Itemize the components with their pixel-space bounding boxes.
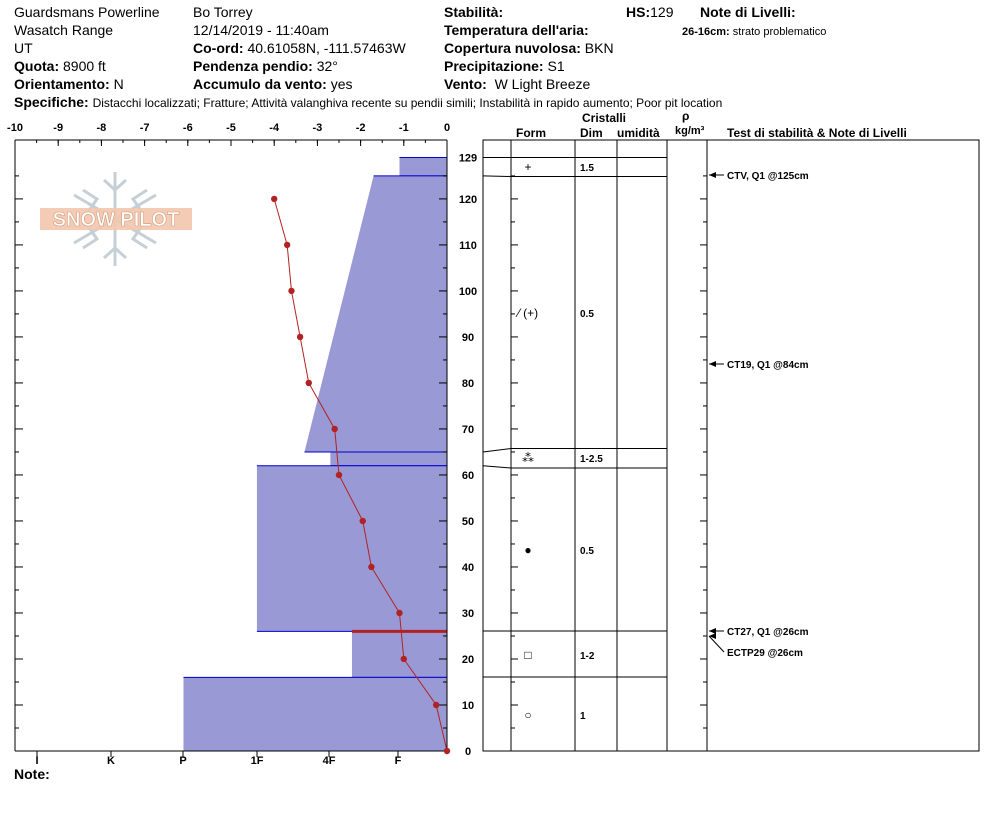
specifics-value: Distacchi localizzati; Fratture; Attività valanghiva recente su pendii simili; Instabilità in rapido aumento; Poor pit location [92, 96, 723, 110]
hardness-bar-3 [257, 466, 447, 632]
height-tick-label-9: 40 [461, 561, 475, 574]
temperature-point-0 [271, 196, 277, 202]
elevation-value: 8900 ft [63, 58, 106, 74]
height-tick-label-3: 100 [458, 285, 478, 298]
air-temp-label: Temperatura dell'aria: [444, 22, 589, 38]
hardness-bar-1 [304, 176, 447, 452]
hs-label: HS: [626, 4, 651, 20]
test-label-0: CTV, Q1 @125cm [727, 171, 809, 182]
temperature-point-9 [396, 610, 402, 616]
aspect-label: Orientamento: [14, 76, 110, 92]
temperature-point-10 [401, 656, 407, 662]
hardness-bars [183, 158, 447, 752]
test-arrow-icon-3 [709, 633, 716, 639]
temp-tick-label-5: -5 [226, 122, 236, 134]
hardness-bar-4 [352, 631, 447, 677]
temp-tick-label-0: -10 [7, 122, 23, 134]
test-arrow-icon-0 [709, 172, 716, 178]
test-arrow-line-3 [709, 636, 724, 652]
crystals-header: Cristalli [582, 111, 627, 125]
state-name: UT [14, 40, 33, 56]
hardness-tick-label-4: 4F [322, 755, 336, 767]
density-symbol: ρ [682, 109, 690, 123]
hardness-tick-label-3: 1F [250, 755, 264, 767]
temp-tick-label-2: -8 [96, 122, 107, 134]
logo-text: SNOW PILOT [52, 209, 180, 231]
wind-label: Vento: [444, 76, 487, 92]
grain-size-1: 0.5 [580, 309, 594, 320]
observer-name: Bo Torrey [193, 4, 253, 20]
wind-loading-label: Accumulo da vento: [193, 76, 327, 92]
temperature-point-8 [368, 564, 374, 570]
temp-tick-label-4: -6 [182, 122, 193, 134]
temperature-point-5 [331, 426, 337, 432]
height-tick-label-13: 0 [464, 746, 472, 758]
wind-loading-value: yes [330, 76, 353, 92]
temp-tick-label-8: -2 [355, 122, 366, 134]
range-name: Wasatch Range [14, 22, 114, 38]
grain-size-4: 1-2 [580, 651, 595, 662]
moisture-header: umidità [617, 126, 660, 140]
precip-value: S1 [547, 58, 565, 74]
sky-label: Copertura nuvolosa: [444, 40, 581, 56]
specifics-label: Specifiche: [14, 94, 89, 110]
height-tick-label-1: 120 [458, 193, 478, 206]
hardness-bar-5 [183, 677, 447, 751]
grain-form-0: + [524, 160, 532, 174]
sky-value: BKN [584, 40, 614, 56]
grain-size-5: 1 [580, 711, 586, 722]
test-arrow-icon-1 [709, 361, 716, 367]
height-tick-label-7: 60 [461, 469, 475, 482]
hardness-tick-label-1: K [107, 755, 115, 767]
hs-value: 129 [650, 4, 674, 20]
temp-tick-label-9: -1 [398, 122, 409, 134]
hardness-tick-label-0: I [35, 755, 39, 767]
hardness-tick-label-2: P [179, 755, 187, 767]
notes-label: Note: [14, 766, 50, 782]
hardness-bar-0 [399, 158, 447, 176]
observation-datetime: 12/14/2019 - 11:40am [193, 22, 329, 38]
slope-label: Pendenza pendio: [193, 58, 313, 74]
aspect-value: N [113, 76, 124, 92]
temp-tick-label-10: 0 [443, 122, 451, 134]
slope-value: 32° [316, 58, 338, 74]
temperature-point-1 [284, 242, 290, 248]
wind-value: W Light Breeze [494, 76, 591, 92]
test-label-2: CT27, Q1 @26cm [727, 627, 809, 638]
weak-layer-marker [352, 630, 447, 633]
temperature-point-12 [444, 748, 450, 754]
test-label-1: CT19, Q1 @84cm [727, 360, 809, 371]
height-tick-label-5: 80 [461, 377, 475, 390]
elevation-label: Quota: [14, 58, 60, 74]
layer-notes-label: Note di Livelli: [700, 4, 796, 20]
height-tick-label-12: 10 [461, 699, 475, 712]
layer-note-text: strato problematico [732, 26, 827, 38]
temperature-point-4 [306, 380, 312, 386]
table-border [483, 140, 979, 751]
temp-tick-label-7: -3 [312, 122, 323, 134]
hardness-tick-label-5: F [394, 755, 402, 767]
size-header: Dim [580, 126, 603, 140]
grain-size-3: 0.5 [580, 546, 594, 557]
stability-tests [709, 171, 809, 659]
location-name: Guardsmans Powerline [14, 4, 160, 20]
temp-tick-label-1: -9 [53, 122, 64, 134]
height-tick-label-6: 70 [461, 423, 475, 436]
tests-header: Test di stabilità & Note di Livelli [727, 126, 907, 140]
temperature-point-6 [336, 472, 342, 478]
test-label-3: ECTP29 @26cm [727, 648, 803, 659]
grain-size-2: 1-2.5 [580, 454, 603, 465]
grain-form-1: ⁄ (+) [517, 306, 539, 320]
height-tick-label-8: 50 [461, 515, 475, 528]
grain-form-5: ○ [524, 708, 532, 722]
grain-form-3: ● [524, 543, 532, 557]
form-header: Form [516, 126, 546, 140]
stability-label: Stabilità: [444, 4, 504, 20]
height-tick-label-4: 90 [461, 331, 475, 344]
temp-tick-label-6: -4 [269, 122, 280, 134]
grain-form-4: □ [524, 648, 532, 662]
density-unit: kg/m³ [675, 125, 705, 137]
coord-label: Co-ord: [193, 40, 244, 56]
grain-size-0: 1.5 [580, 163, 594, 174]
height-tick-label-11: 20 [461, 653, 475, 666]
height-tick-label-0: 129 [458, 152, 478, 165]
layer-note-range: 26-16cm: [682, 26, 730, 38]
temp-tick-label-3: -7 [139, 122, 150, 134]
temperature-point-2 [288, 288, 294, 294]
test-arrow-icon-2 [709, 628, 716, 634]
height-tick-label-2: 110 [459, 239, 477, 252]
grain-form-2: ⁂ [522, 451, 534, 465]
layer-table [483, 140, 979, 751]
height-tick-label-10: 30 [461, 607, 475, 620]
hardness-bar-2 [330, 452, 447, 466]
temperature-point-7 [360, 518, 366, 524]
temperature-point-11 [433, 702, 439, 708]
coord-value: 40.61058N, -111.57463W [247, 40, 406, 56]
precip-label: Precipitazione: [444, 58, 544, 74]
temperature-point-3 [297, 334, 303, 340]
